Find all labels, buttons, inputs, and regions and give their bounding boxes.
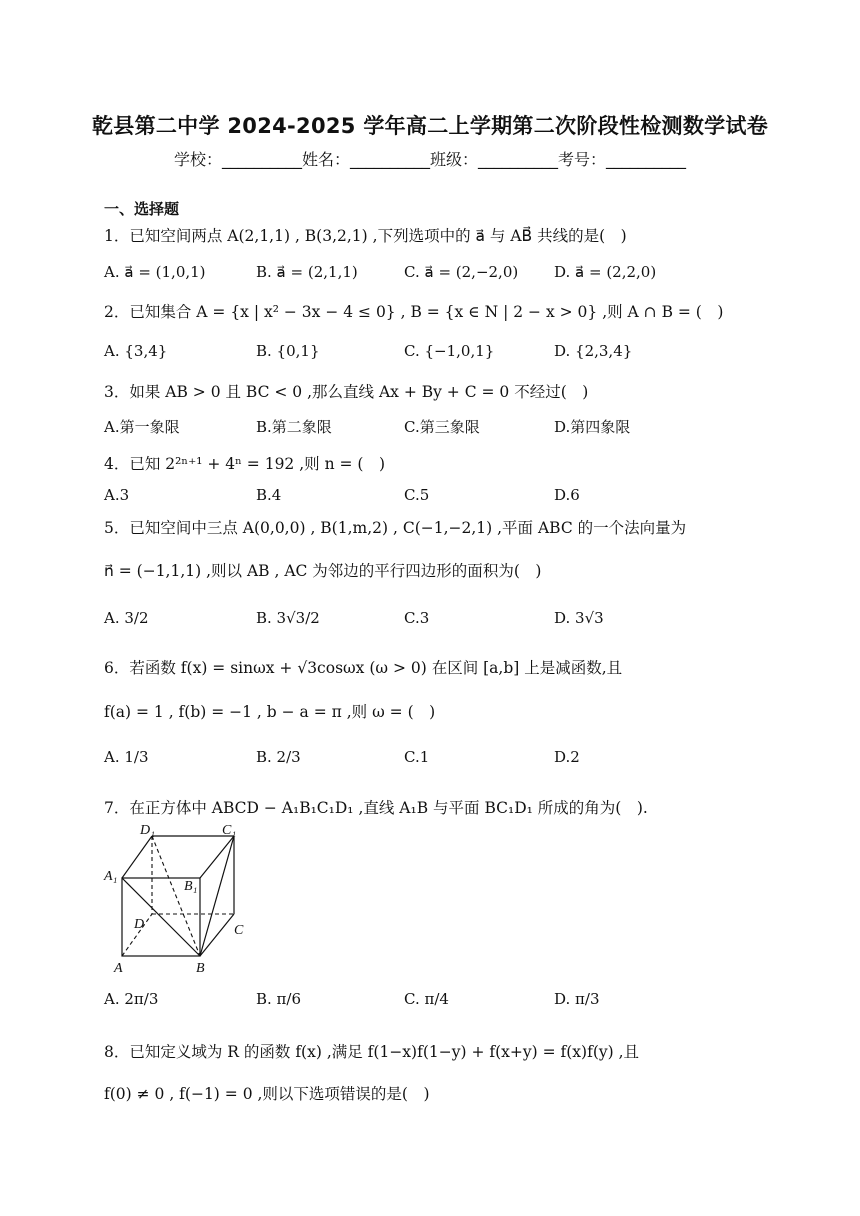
- question-6: 6．若函数 f(x) = sinωx + √3cosωx (ω > 0) 在区间 [a,b] 上是减函数,且: [104, 659, 623, 677]
- q7-option-d: D. π/3: [554, 990, 600, 1008]
- q4-option-d: D.6: [554, 486, 580, 504]
- q7-option-b: B. π/6: [256, 990, 302, 1008]
- q3-option-a: A.第一象限: [104, 418, 180, 436]
- cube-figure: [100, 822, 260, 978]
- q2-option-b: B. {0,1}: [256, 342, 320, 360]
- question-5-line-2: n⃗ = (−1,1,1) ,则以 AB , AC 为邻边的平行四边形的面积为( ): [104, 562, 542, 580]
- question-7: 7．在正方体中 ABCD − A₁B₁C₁D₁ ,直线 A₁B 与平面 BC₁D₁ 所成的角为( ).: [104, 799, 648, 817]
- q1-option-c: C. a⃗ = (2,−2,0): [404, 263, 519, 281]
- q1-option-a: A. a⃗ = (1,0,1): [104, 263, 206, 281]
- q3-option-b: B.第二象限: [256, 418, 332, 436]
- question-8: 8．已知定义域为 R 的函数 f(x) ,满足 f(1−x)f(1−y) + f(x+y) = f(x)f(y) ,且: [104, 1043, 640, 1061]
- q5-option-a: A. 3/2: [104, 609, 149, 627]
- q4-option-a: A.3: [104, 486, 130, 504]
- label-b: B: [196, 961, 205, 976]
- q7-option-a: A. 2π/3: [104, 990, 159, 1008]
- line-b-c1: [200, 836, 234, 956]
- question-6-line-2: f(a) = 1 , f(b) = −1 , b − a = π ,则 ω = ( ): [104, 703, 436, 721]
- q2-option-d: D. {2,3,4}: [554, 342, 633, 360]
- label-b1: B₁: [184, 879, 198, 894]
- edge-b-c: [200, 914, 234, 956]
- q2-option-c: C. {−1,0,1}: [404, 342, 495, 360]
- label-d: D: [134, 917, 145, 932]
- question-3: 3．如果 AB > 0 且 BC < 0 ,那么直线 Ax + By + C = 0 不经过( ): [104, 383, 589, 401]
- question-8-line-2: f(0) ≠ 0 , f(−1) = 0 ,则以下选项错误的是( ): [104, 1085, 430, 1103]
- student-info-line: 学校：__________姓名：__________班级：__________考号：__________: [173, 150, 686, 169]
- q3-option-d: D.第四象限: [554, 418, 631, 436]
- hidden-line-d1-b: [152, 836, 200, 956]
- question-2: 2．已知集合 A = {x | x² − 3x − 4 ≤ 0} , B = {x ∈ N | 2 − x > 0} ,则 A ∩ B = ( ): [104, 303, 724, 321]
- section-heading: 一、选择题: [104, 200, 180, 218]
- edge-b1-c1: [200, 836, 234, 878]
- q6-option-a: A. 1/3: [104, 748, 149, 766]
- q5-option-d: D. 3√3: [554, 609, 604, 627]
- q7-option-c: C. π/4: [404, 990, 449, 1008]
- q6-option-b: B. 2/3: [256, 748, 301, 766]
- q6-option-d: D.2: [554, 748, 580, 766]
- label-d1: D₁: [140, 823, 155, 838]
- label-a: A: [114, 961, 123, 976]
- label-c: C: [234, 923, 244, 938]
- q4-option-b: B.4: [256, 486, 282, 504]
- question-1: 1．已知空间两点 A(2,1,1) , B(3,2,1) ,下列选项中的 a⃗ 与 AB⃗ 共线的是( ): [104, 227, 627, 245]
- q5-option-b: B. 3√3/2: [256, 609, 320, 627]
- label-c1: C₁: [222, 823, 237, 838]
- q1-option-b: B. a⃗ = (2,1,1): [256, 263, 358, 281]
- exam-title: 乾县第二中学 2024-2025 学年高二上学期第二次阶段性检测数学试卷: [91, 114, 769, 138]
- label-a1: A₁: [104, 869, 118, 884]
- q5-option-c: C.3: [404, 609, 430, 627]
- q4-option-c: C.5: [404, 486, 430, 504]
- q6-option-c: C.1: [404, 748, 430, 766]
- question-5: 5．已知空间中三点 A(0,0,0) , B(1,m,2) , C(−1,−2,1) ,平面 ABC 的一个法向量为: [104, 519, 687, 537]
- q2-option-a: A. {3,4}: [104, 342, 168, 360]
- question-4: 4．已知 2²ⁿ⁺¹ + 4ⁿ = 192 ,则 n = ( ): [104, 455, 385, 473]
- q1-option-d: D. a⃗ = (2,2,0): [554, 263, 657, 281]
- edge-a1-d1: [122, 836, 152, 878]
- q3-option-c: C.第三象限: [404, 418, 480, 436]
